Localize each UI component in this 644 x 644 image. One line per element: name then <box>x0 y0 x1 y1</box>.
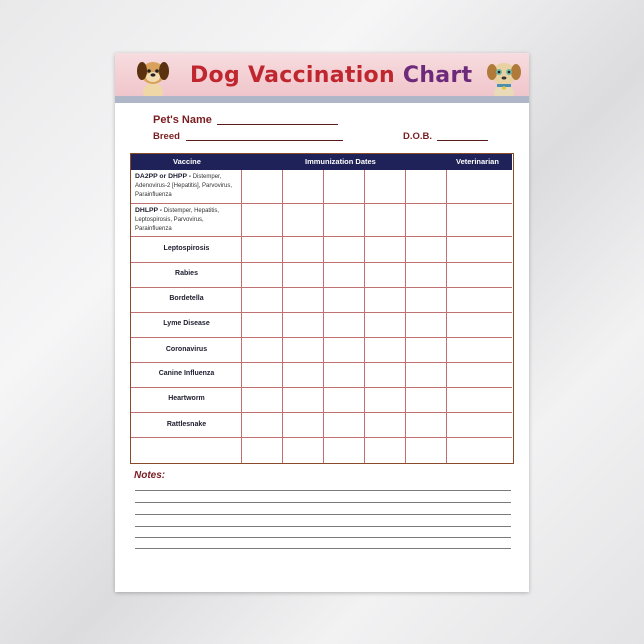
vaccine-name: Coronavirus <box>165 346 208 353</box>
title-part-2: Chart <box>402 63 473 88</box>
vaccine-column-header: Vaccine <box>173 157 201 166</box>
dob-label: D.O.B. <box>403 131 433 142</box>
vaccine-detail: Distemper, Hepatitis, Leptospirosis, Parvovirus, Parainfluenza <box>135 208 220 232</box>
vaccine-detail: Distemper, Adenovirus-2 [Hepatitis], Parvovirus, Parainfluenza <box>135 174 233 198</box>
vaccine-name: Leptospirosis <box>163 245 210 252</box>
vaccination-table <box>130 153 514 464</box>
column-divider <box>282 170 283 463</box>
notes-line[interactable] <box>135 537 511 538</box>
header-stripe <box>115 96 529 103</box>
row-divider <box>131 262 512 263</box>
row-divider <box>131 236 512 237</box>
vaccine-name: Heartworm <box>168 395 205 402</box>
vaccine-name: Lyme Disease <box>163 320 210 327</box>
row-divider <box>131 287 512 288</box>
row-divider <box>131 437 512 438</box>
notes-line[interactable] <box>135 526 511 527</box>
table-row <box>135 172 241 200</box>
pet-name-label: Pet's Name <box>153 114 212 126</box>
notes-line[interactable] <box>135 514 511 515</box>
vaccination-chart-sheet <box>115 53 529 592</box>
column-divider <box>364 170 365 463</box>
breed-label: Breed <box>153 131 180 142</box>
immunization-dates-column-header: Immunization Dates <box>305 157 376 166</box>
notes-line[interactable] <box>135 548 511 549</box>
page-title <box>190 63 472 93</box>
vaccine-name: Rattlesnake <box>166 421 207 428</box>
pet-name-field[interactable] <box>217 124 338 125</box>
vaccine-name: Bordetella <box>169 295 204 302</box>
row-divider <box>131 387 512 388</box>
title-part-1: Dog Vaccination <box>190 63 395 88</box>
vaccine-name: Canine Influenza <box>158 370 215 377</box>
notes-line[interactable] <box>135 490 511 491</box>
row-divider <box>131 312 512 313</box>
table-header <box>131 154 512 170</box>
notes-label: Notes: <box>134 470 166 481</box>
column-divider <box>241 170 242 463</box>
vaccine-name: DA2PP or DHPP - <box>135 173 192 180</box>
veterinarian-column-header: Veterinarian <box>456 157 499 166</box>
dob-field[interactable] <box>437 140 488 141</box>
row-divider <box>131 203 512 204</box>
notes-line[interactable] <box>135 502 511 503</box>
column-divider <box>323 170 324 463</box>
breed-field[interactable] <box>186 140 343 141</box>
header-banner <box>115 53 529 96</box>
column-divider <box>405 170 406 463</box>
vaccine-name: DHLPP - <box>135 207 163 214</box>
column-divider <box>446 170 447 463</box>
row-divider <box>131 412 512 413</box>
table-row <box>135 206 241 234</box>
vaccine-name: Rabies <box>175 270 198 277</box>
row-divider <box>131 362 512 363</box>
row-divider <box>131 337 512 338</box>
